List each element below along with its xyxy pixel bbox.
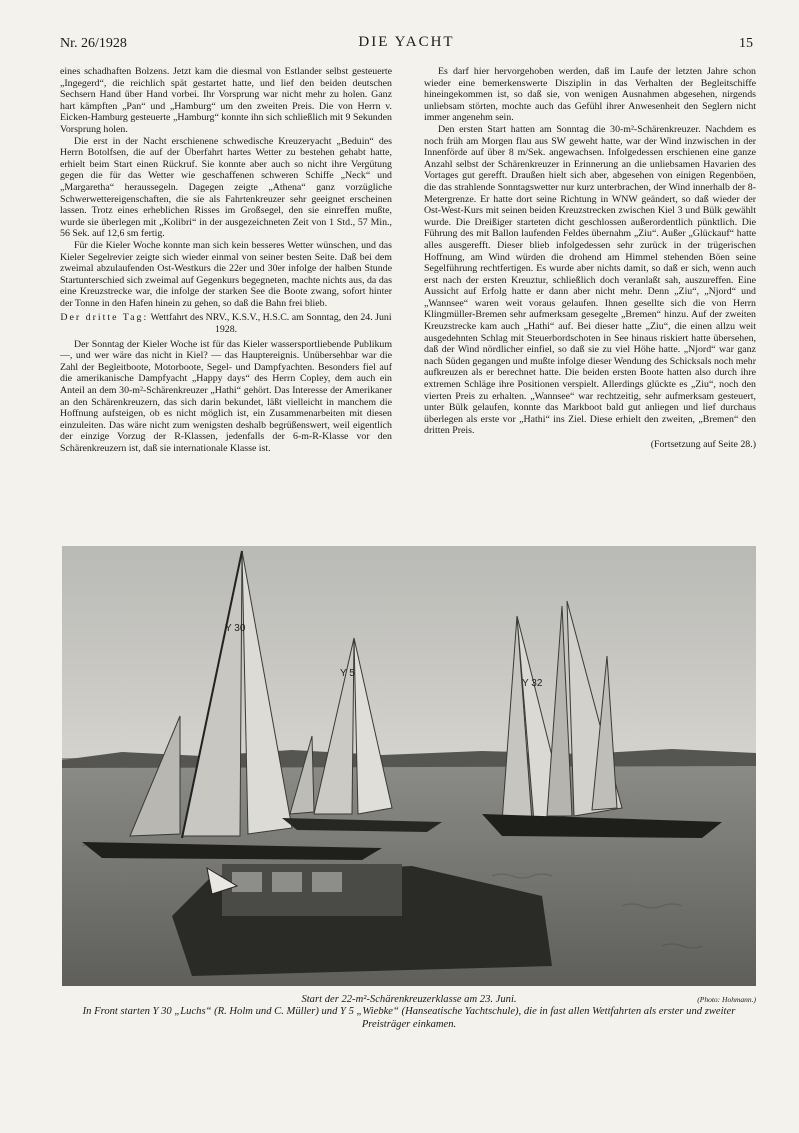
- page-number: 15: [739, 36, 753, 51]
- sail-number: Y 30: [225, 623, 246, 634]
- paragraph: Der Sonntag der Kieler Woche ist für das Kieler wassersportliebende Publikum —, und wer wäre das nicht in Kiel? — das Hauptereignis. Unübersehbar war die Zahl der Begleitboote, Motorboote, Segel- und Dampfyachten. Besonders fiel auf die amerikanische Dampfyacht „Happy days“ des Herrn Copley, dem auch ein Anteil an dem 30-m²-Schärenkreuzer „Hathi“ gehört. Das Interesse der Amerikaner an den Schärenkreuzern, das sich darin bekundet, läßt vielleicht in manchem die Hoffnung aufsteigen, ob es nicht möglich ist, ein Zusammenarbeiten mit diesen einzuleiten. Das wäre nicht zum wenigsten deshalb begrüßenswert, weil eigentlich der einzige Vorzug der R-Klassen, jedenfalls der 6-m-R-Klasse vor den Schärenkreuzern ist, daß sie internationale Klasse ist.: [60, 338, 392, 454]
- paragraph: Die erst in der Nacht erschienene schwedische Kreuzeryacht „Beduin“ des Herrn Botolfsen, die auf der Überfahrt hartes Wetter zu bestehen gehabt hatte, erhielt beim Start einen Rückruf. Sie konnte aber auch so nicht ihre Vergütung gegen die für das Wetter wie geschaffenen schweren Schiffe „Neck“ und „Margaretha“ heraussegeln. Dagegen zeigte „Athena“ ganz vorzügliche Schwerwettereigenschaften, die sie als Fahrtenkreuzer sehr geeignet erscheinen lassen. Trotz eines erheblichen Risses im Großsegel, den sie einreffen mußte, wurde sie überlegen mit „Kolibri“ in der ausgezeichneten Zeit von 1 Std., 57 Min., 56 Sek. auf 12,6 sm fertig.: [60, 135, 392, 240]
- sailboats-illustration: [62, 546, 756, 986]
- left-text-column: [60, 66, 392, 455]
- caption-line-1: Start der 22-m²-Schärenkreuzerklasse am 23. Juni.: [301, 994, 517, 1005]
- continuation-note: (Fortsetzung auf Seite 28.): [650, 439, 756, 450]
- paragraph: Es darf hier hervorgehoben werden, daß im Laufe der letzten Jahre schon wieder eine bemerkenswerte Disziplin in das Verhalten der Begleitschiffe hineingekommen ist, so daß sie, von wenigen Ausnahmen abgesehen, nirgends unliebsam störten, mochte auch das Gefühl ihrer Anwesenheit den Seglern nicht immer angenehm sein.: [424, 66, 756, 124]
- photo-caption: [62, 994, 756, 1031]
- page-header: [60, 34, 753, 56]
- paragraph: eines schadhaften Bolzens. Jetzt kam die diesmal von Estlander selbst gesteuerte „Ingegerd“, die reichlich spät gestartet hatte, und lief den beiden deutschen Sechsern Hand über Hand vorbei. Ihr Vorsprung war nicht mehr zu holen. Ganz hart kämpften „Pan“ und „Hamburg“ um den zweiten Preis. Die von Herrn v. Eicken-Hamburg gesteuerte „Hamburg“ konnte ihn sich schließlich mit 9 Sekunden Vorsprung holen.: [60, 66, 392, 135]
- photo-credit: (Photo: Hohmann.): [697, 995, 756, 1004]
- paragraph: Für die Kieler Woche konnte man sich kein besseres Wetter wünschen, und das Kieler Segelrevier zeigte sich wieder einmal von seiner besten Seite. Daß bei dem zweimal abzulaufenden Ost-Westkurs die 22er und 30er infolge der halben Stunde Startunterschied sich zweimal auf Gegenkurs begegneten, machte nichts aus, da das eine Kreuzstrecke war, die infolge der starken See die Boote zwang, sofort hinter der Tonne in den Hafen hinein zu gehen, so daß die Bahn frei blieb.: [60, 239, 392, 309]
- sail-number: Y 5: [340, 668, 355, 679]
- section-heading-text: Wettfahrt des NRV., K.S.V., H.S.C. am Sonntag, den 24. Juni 1928.: [148, 312, 392, 336]
- issue-number: Nr. 26/1928: [60, 36, 127, 51]
- paragraph: Den ersten Start hatten am Sonntag die 30-m²-Schärenkreuzer. Nachdem es noch früh am Morgen flau aus SW geweht hatte, war der Wind inzwischen in der Innenförde auf über 8 m/Sek. angewachsen. Infolgedessen erschienen eine ganze Anzahl selbst der Schärenkreuzer in Erinnerung an die unliebsamen Havarien des Vortages gut gerefft. Draußen hielt sich aber, abgesehen von einigen Regenböen, die das strahlende Sonntagswetter nur kurz unterbrachen, der Wind innerhalb der 8-Metergrenze. Er hatte dort seine Richtung in WNW geändert, so daß wieder der Ost-West-Kurs mit seinen beiden Kreuzstrecken zwischen Kiel 3 und Bülk gewählt wurde. Die Dreißiger starteten dicht geschlossen außerordentlich pünktlich. Die Führung des mit Ballon laufenden Feldes übernahm „Ziu“. Außer „Glückauf“ hatte alles ausgerefft. Dieser blieb infolgedessen sehr zurück in der trügerischen Hoffnung, am Wind würden die drohend am Himmel stehenden Böen seine Segelführung rechtfertigen. Es wurde aber nichts damit, so daß er sich, wenn auch erst nach der ersten Kreuztur, schließlich doch veranlaßt sah, auszureffen. Eine Aussicht auf Erfolg hatte er dann aber nicht mehr. Denn „Ziu“, „Njord“ und „Wannsee“ waren weit voraus gelaufen. Ihnen gesellte sich die von Herrn Klingmüller-Bremen sehr aufmerksam gesegelte „Bremen“ hinzu. Auf der zweiten Kreuzstrecke kam auch „Hathi“ auf. Bei dieser hatte „Ziu“, die einen allzu weit ausgedehnten Schlag mit Steuerbordschoten in See hinaus riskiert hatte übersehen, daß der Wind nördlicher einfiel, so daß sie zu viel Höhe hatte. „Njord“ war ganz nach Süden gegangen und mußte infolge dieser Wendung des Schicksals noch mehr aufkreuzen als er berechnet hatte. Die beiden ersten Boote hatten also durch ihre extremen Schläge ihre Positionen verspielt. Allerdings glückte es „Ziu“, noch den vierten Preis zu erhalten. „Wannsee“ war rechtzeitig, sehr aufmerksam gesteuert, unter Bülk gelaufen, konnte das Markboot bald gut anliegen und lief durchaus überlegen als erste vor „Hathi“ ins Ziel. Diese erhielt den zweiten, „Bremen“ den dritten Preis.: [424, 123, 756, 437]
- section-heading: [60, 312, 392, 335]
- right-text-column: [424, 66, 756, 451]
- sail-number: Y 32: [522, 678, 543, 689]
- section-heading-label: Der dritte Tag:: [60, 312, 149, 324]
- magazine-title: DIE YACHT: [358, 34, 455, 50]
- caption-line-2: In Front starten Y 30 „Luchs“ (R. Holm und C. Müller) und Y 5 „Wiebke“ (Hanseatische Yachtschule), die in fast allen Wettfahrten als erster und zweiter Preisträger einkamen.: [82, 1006, 736, 1030]
- sky: [62, 546, 756, 761]
- regatta-photo: [62, 546, 756, 986]
